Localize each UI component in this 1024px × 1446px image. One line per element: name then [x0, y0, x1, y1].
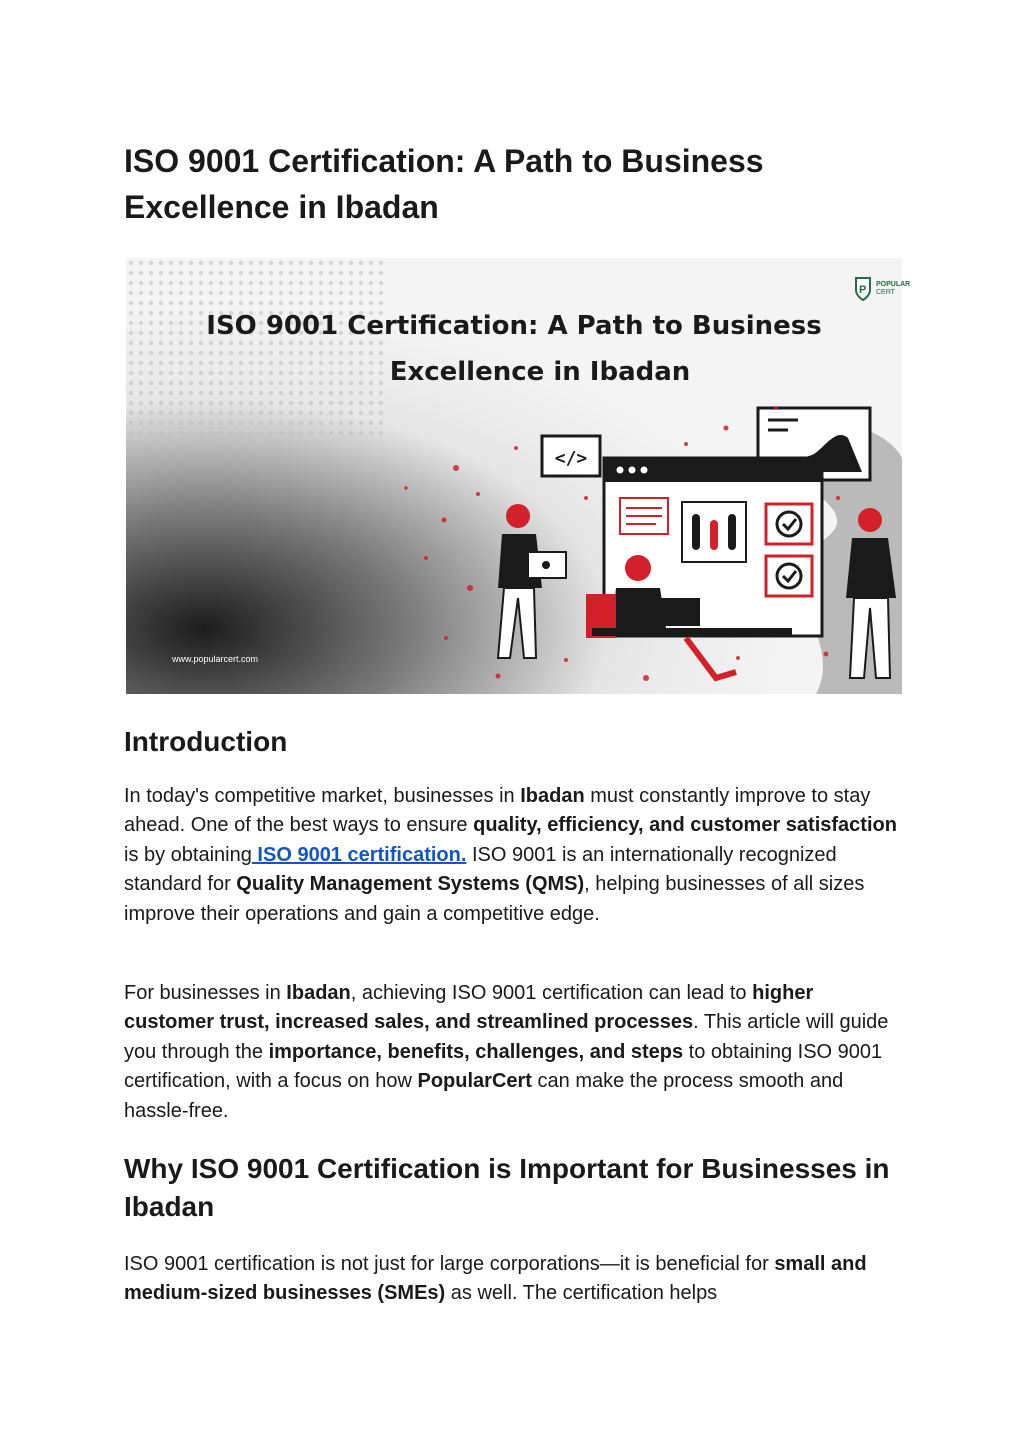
hero-headline-line2: Excellence in Ibadan	[389, 357, 691, 387]
intro-paragraph-2: For businesses in Ibadan, achieving ISO 9001 certification can lead to higher customer trust, increased sales, and streamlined processes. This article will guide you through the importance, benefits, challenges, and steps to obtaining ISO 9001 certification, with a focus on how PopularCert can make the process smooth and hassle-free.	[124, 982, 889, 1122]
hero-website: www.popularcert.com	[172, 654, 259, 664]
code-tag-icon	[542, 436, 600, 476]
svg-text:POPULAR: POPULAR	[876, 281, 911, 288]
intro-paragraph-1: In today's competitive market, businesses in Ibadan must constantly improve to stay ahead. One of the best ways to ensure quality, efficiency, and customer satisfaction is by obtaining ISO 9001 certification. ISO 9001 is an internationally recognized standard for Quality Management Systems (QMS), helping businesses of all sizes improve their operations and gain a competitive edge.	[124, 785, 897, 925]
article-title: ISO 9001 Certification: A Path to Business Excellence in Ibadan	[124, 143, 764, 225]
why-heading: Why ISO 9001 Certification is Important for Businesses in Ibadan	[124, 1153, 890, 1222]
svg-text:</>: </>	[554, 448, 588, 469]
intro-heading: Introduction	[124, 726, 288, 757]
svg-text:P: P	[859, 284, 867, 296]
hero-image	[126, 258, 911, 694]
svg-text:CERT: CERT	[876, 289, 895, 296]
why-paragraph-1: ISO 9001 certification is not just for large corporations—it is beneficial for small and medium-sized businesses (SMEs) as well. The certification helps	[124, 1253, 867, 1305]
iso-9001-certification-link[interactable]: ISO 9001 certification.	[251, 843, 467, 866]
hero-headline-line1: ISO 9001 Certification: A Path to Business	[206, 311, 822, 341]
